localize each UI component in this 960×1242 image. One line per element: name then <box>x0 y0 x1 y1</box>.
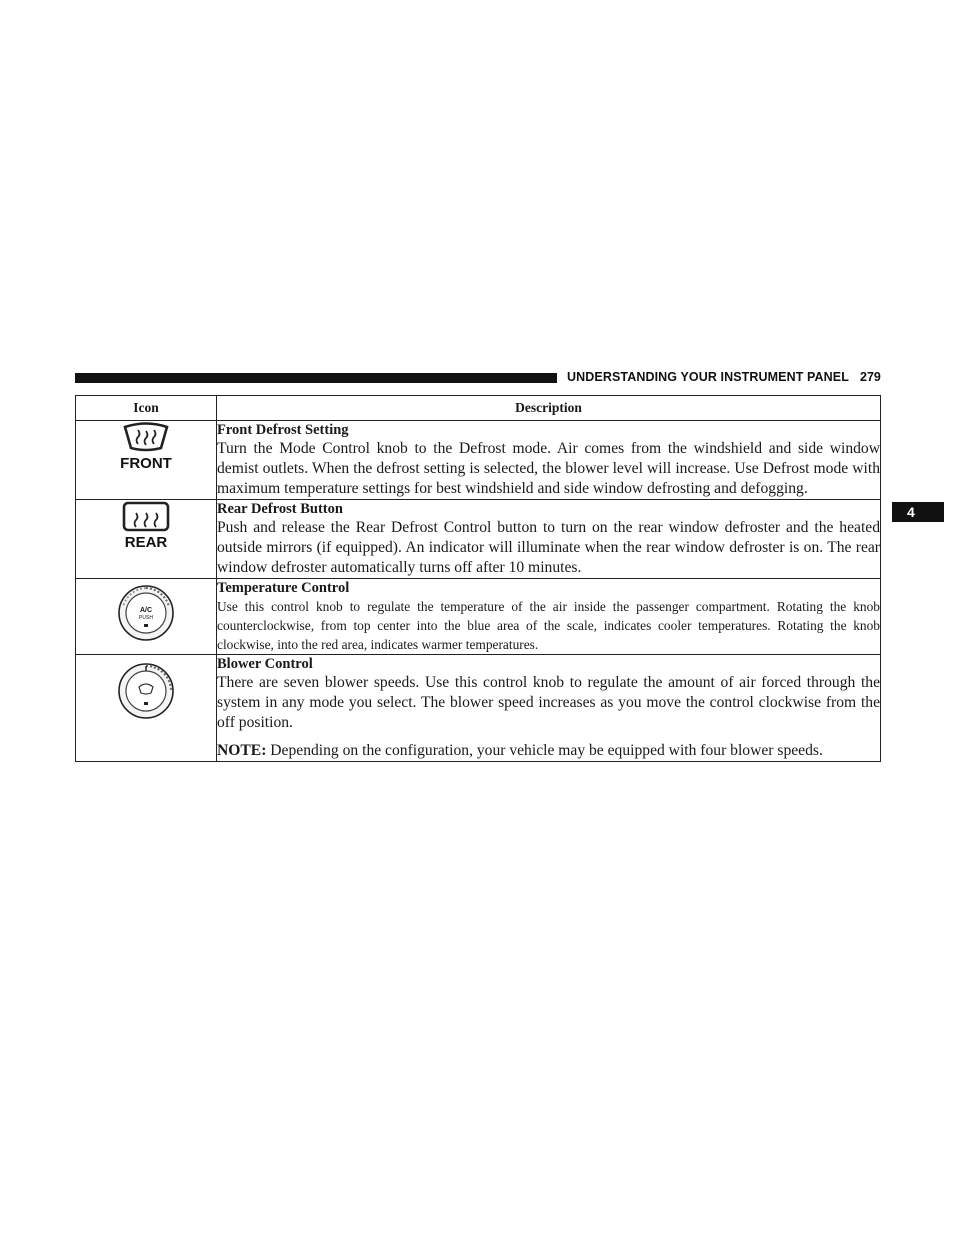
icon-cell <box>76 655 217 762</box>
icon-column-header: Icon <box>76 396 217 421</box>
row-body: There are seven blower speeds. Use this control knob to regulate the amount of air forced through the system in any mode you select. The blower speed increases as you move the control clockwise from the off position. <box>217 674 880 731</box>
front-icon-label: FRONT <box>120 455 172 472</box>
svg-text:A/C: A/C <box>139 607 153 614</box>
page-number: 279 <box>860 370 881 384</box>
row-title: Temperature Control <box>217 580 350 596</box>
rear-icon-label: REAR <box>124 534 168 551</box>
rear-defrost-icon <box>111 500 181 552</box>
note-text: Depending on the configuration, your vehicle may be equipped with four blower speeds. <box>270 742 823 759</box>
note-paragraph <box>217 741 880 761</box>
note-label: NOTE: <box>217 742 267 759</box>
controls-table <box>75 395 881 762</box>
svg-text:PUSH: PUSH <box>139 615 153 621</box>
temperature-knob-icon <box>116 583 176 643</box>
table-row <box>76 655 881 762</box>
section-title: UNDERSTANDING YOUR INSTRUMENT PANEL <box>567 370 849 384</box>
description-cell <box>217 655 881 762</box>
row-title: Front Defrost Setting <box>217 422 349 438</box>
front-defrost-icon <box>111 421 181 473</box>
table-row <box>76 579 881 655</box>
table-row <box>76 421 881 500</box>
header-rule <box>75 373 557 383</box>
row-title: Blower Control <box>217 656 313 672</box>
table-row <box>76 500 881 579</box>
icon-cell <box>76 421 217 500</box>
row-body: Use this control knob to regulate the temperature of the air inside the passenger compartment. Rotating the knob counterclockwise, from top center into the blue area of the scale, indicates cooler temperatures. Rotating the knob clockwise, into the red area, indicates warmer temperatures. <box>217 599 880 652</box>
icon-cell <box>76 579 217 655</box>
row-body: Push and release the Rear Defrost Control button to turn on the rear window defroster and the heated outside mirrors (if equipped). An indicator will illuminate when the rear window defroster is on. The rear window defroster automatically turns off after 10 minutes. <box>217 519 880 576</box>
description-cell <box>217 579 881 655</box>
description-cell <box>217 421 881 500</box>
icon-cell <box>76 500 217 579</box>
blower-knob-icon <box>116 661 176 721</box>
chapter-tab: 4 <box>892 502 944 522</box>
table-header-row <box>76 396 881 421</box>
row-body: Turn the Mode Control knob to the Defrost mode. Air comes from the windshield and side window demist outlets. When the defrost setting is selected, the blower level will increase. Use Defrost mode with maximum temperature settings for best windshield and side window defrosting and defogging. <box>217 440 880 497</box>
description-column-header: Description <box>217 396 881 421</box>
description-cell <box>217 500 881 579</box>
row-title: Rear Defrost Button <box>217 501 343 517</box>
